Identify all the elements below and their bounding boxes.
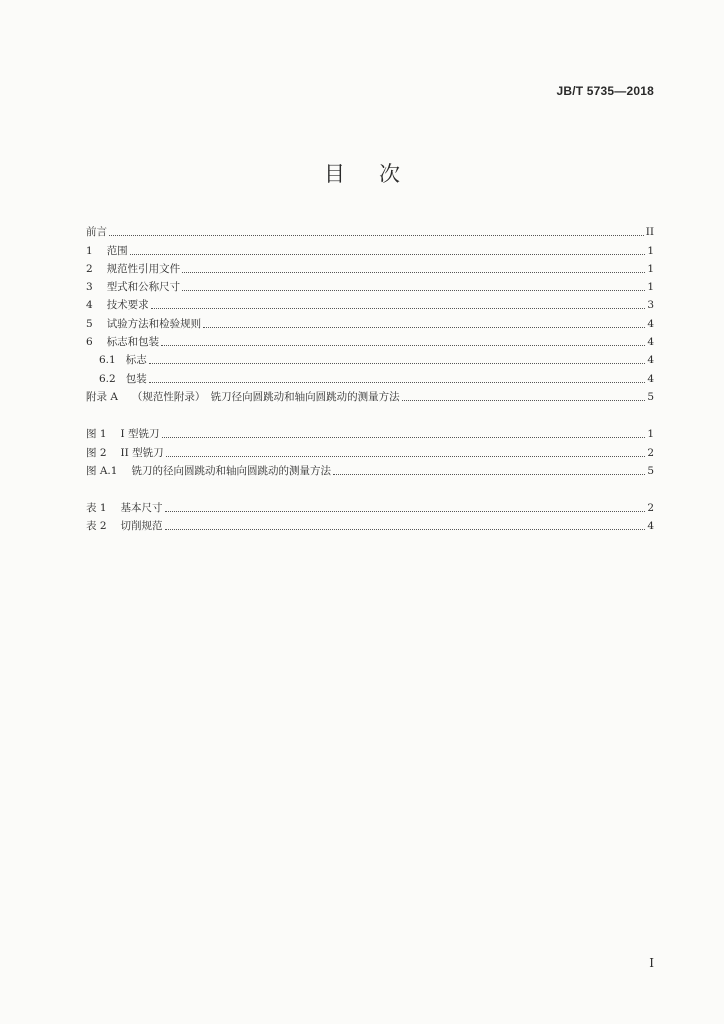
- toc-entry-number: 表 2: [86, 520, 107, 533]
- toc-entry-page: 4: [647, 354, 654, 367]
- toc-entry-number: 1: [86, 244, 93, 257]
- dot-leader: [333, 474, 645, 475]
- dot-leader: [109, 235, 644, 236]
- toc-entry-label: 标志和包装: [106, 336, 160, 349]
- toc-entry-number: 5: [86, 317, 93, 330]
- dot-leader: [149, 382, 646, 383]
- toc-entry-label: 规范性引用文件: [106, 262, 181, 275]
- toc-entry-page: 5: [647, 390, 654, 403]
- toc-entry-number: 图 A.1: [86, 464, 118, 477]
- dot-leader: [402, 400, 646, 401]
- toc-table-list: [86, 497, 654, 534]
- toc-entry-page: 1: [647, 244, 654, 257]
- toc-entry-number: 前言: [86, 226, 107, 239]
- dot-leader: [161, 345, 645, 346]
- toc-entry[interactable]: [86, 331, 654, 349]
- toc-section-list: [86, 221, 654, 404]
- toc-entry[interactable]: [86, 239, 654, 257]
- toc-entry-label: 铣刀的径向圆跳动和轴向圆跳动的测量方法: [131, 464, 331, 477]
- standard-number: JB/T 5735—2018: [556, 84, 654, 98]
- toc-entry[interactable]: [86, 294, 654, 312]
- toc-entry[interactable]: [86, 258, 654, 276]
- toc-entry-number: 附录 A: [86, 390, 118, 403]
- page-folio: I: [649, 956, 654, 970]
- figure-entry[interactable]: [86, 460, 654, 478]
- toc-entry-page: 4: [647, 372, 654, 385]
- toc-entry-label: （规范性附录） 铣刀径向圆跳动和轴向圆跳动的测量方法: [131, 390, 400, 403]
- toc-entry[interactable]: [86, 221, 654, 239]
- toc-entry-label: 型式和公称尺寸: [106, 281, 181, 294]
- toc-entry-number: 图 2: [86, 446, 107, 459]
- toc-entry-label: 基本尺寸: [120, 502, 163, 515]
- toc-entry-page: 4: [647, 520, 654, 533]
- toc-entry-label: 范围: [106, 244, 128, 257]
- toc-entry-number: 6: [86, 336, 93, 349]
- dot-leader: [203, 327, 645, 328]
- toc-entry-number: 6.2: [99, 372, 116, 385]
- toc-entry-label: I 型铣刀: [120, 428, 160, 441]
- dot-leader: [165, 529, 646, 530]
- table-of-contents: [86, 221, 654, 533]
- dot-leader: [182, 290, 645, 291]
- toc-entry-label: 试验方法和检验规则: [106, 317, 202, 330]
- toc-entry[interactable]: [86, 276, 654, 294]
- toc-entry-number: 2: [86, 262, 93, 275]
- dot-leader: [130, 254, 646, 255]
- toc-gap: [86, 478, 654, 497]
- dot-leader: [166, 456, 646, 457]
- toc-entry-label: 标志: [125, 354, 147, 367]
- toc-entry-page: 2: [647, 502, 654, 515]
- toc-entry-number: 3: [86, 281, 93, 294]
- figure-entry[interactable]: [86, 423, 654, 441]
- dot-leader: [151, 308, 646, 309]
- toc-entry-label: 技术要求: [106, 299, 149, 312]
- table-entry[interactable]: [86, 497, 654, 515]
- toc-entry-page: 5: [647, 464, 654, 477]
- toc-entry[interactable]: [86, 349, 654, 367]
- toc-entry[interactable]: [86, 312, 654, 330]
- toc-entry-label: 包装: [125, 372, 147, 385]
- toc-entry-number: 4: [86, 299, 93, 312]
- page-title: 目次: [324, 162, 434, 186]
- toc-entry[interactable]: [86, 386, 654, 404]
- toc-entry-page: 4: [647, 336, 654, 349]
- toc-entry-number: 表 1: [86, 502, 107, 515]
- toc-entry-label: 切削规范: [120, 520, 163, 533]
- toc-entry-page: 2: [647, 446, 654, 459]
- toc-entry[interactable]: [86, 367, 654, 385]
- toc-entry-number: 图 1: [86, 428, 107, 441]
- toc-entry-page: 1: [647, 262, 654, 275]
- toc-entry-page: 1: [647, 281, 654, 294]
- toc-entry-number: 6.1: [99, 354, 116, 367]
- toc-entry-page: 3: [647, 299, 654, 312]
- toc-entry-page: 1: [647, 428, 654, 441]
- toc-gap: [86, 404, 654, 423]
- dot-leader: [149, 363, 646, 364]
- dot-leader: [182, 272, 645, 273]
- toc-figure-list: [86, 423, 654, 478]
- toc-entry-page: 4: [647, 317, 654, 330]
- toc-entry-label: II 型铣刀: [120, 446, 164, 459]
- dot-leader: [165, 511, 646, 512]
- toc-entry-page: II: [645, 226, 654, 239]
- figure-entry[interactable]: [86, 441, 654, 459]
- dot-leader: [162, 437, 646, 438]
- table-entry[interactable]: [86, 515, 654, 533]
